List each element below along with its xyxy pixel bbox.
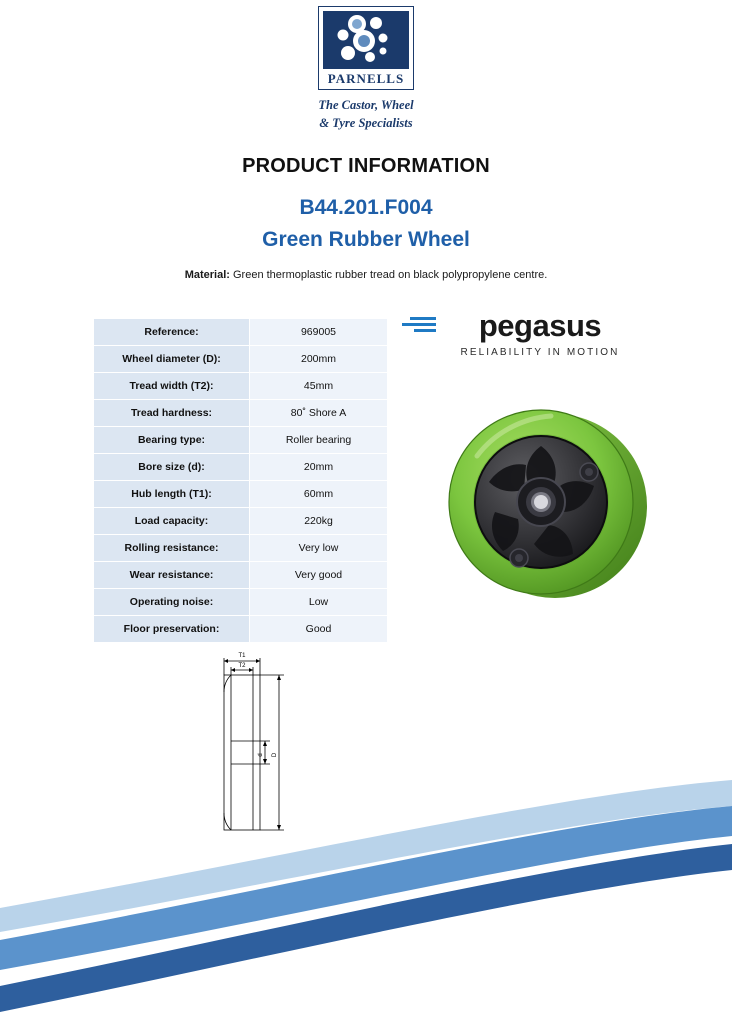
table-row: [94, 400, 388, 427]
spec-label: Tread width (T2):: [94, 373, 250, 400]
logo-tagline-line2: & Tyre Specialists: [319, 116, 413, 131]
spec-value: 969005: [250, 319, 388, 346]
spec-value: 20mm: [250, 454, 388, 481]
pegasus-tagline: RELIABILITY IN MOTION: [460, 347, 620, 358]
table-row: [94, 508, 388, 535]
spec-label: Load capacity:: [94, 508, 250, 535]
spec-value: 200mm: [250, 346, 388, 373]
specification-table: [93, 318, 388, 643]
table-row: [94, 319, 388, 346]
spec-label: Operating noise:: [94, 589, 250, 616]
pegasus-wordmark: pegasus: [478, 308, 602, 343]
spec-value: Roller bearing: [250, 427, 388, 454]
pegasus-bar-3: [414, 329, 436, 332]
table-row: [94, 481, 388, 508]
spec-label: Bore size (d):: [94, 454, 250, 481]
spec-label: Tread hardness:: [94, 400, 250, 427]
material-text: Green thermoplastic rubber tread on black polypropylene centre.: [233, 269, 548, 281]
logo-dots-graphic: [323, 11, 409, 67]
material-label: Material:: [184, 269, 230, 281]
spec-label: Bearing type:: [94, 427, 250, 454]
table-row: [94, 427, 388, 454]
logo-tagline: [0, 96, 732, 132]
specification-table-body: [94, 319, 388, 643]
spec-value: Low: [250, 589, 388, 616]
product-name: Green Rubber Wheel: [262, 228, 470, 251]
spec-label: Floor preservation:: [94, 616, 250, 643]
green-rubber-wheel-photo: [437, 394, 653, 610]
spec-label: Wheel diameter (D):: [94, 346, 250, 373]
spec-value: 60mm: [250, 481, 388, 508]
spec-value: 45mm: [250, 373, 388, 400]
drawing-label-t1: T1: [238, 653, 246, 659]
wheel-dimension-drawing: [200, 648, 320, 854]
pegasus-bar-2: [402, 323, 436, 326]
pegasus-bar-1: [410, 317, 436, 320]
drawing-label-d-small: d: [258, 753, 264, 757]
spec-value: 220kg: [250, 508, 388, 535]
parnells-logo-icon: [318, 6, 414, 90]
spec-value: 80˚ Shore A: [250, 400, 388, 427]
decorative-swoosh: [0, 694, 732, 1024]
spec-value: Very low: [250, 535, 388, 562]
wheel-illustration-icon: [437, 394, 653, 610]
table-row: [94, 373, 388, 400]
table-row: [94, 346, 388, 373]
logo-brand-text: PARNELLS: [327, 71, 405, 86]
table-row: [94, 562, 388, 589]
table-row: [94, 454, 388, 481]
page-title: PRODUCT INFORMATION: [242, 155, 490, 177]
spec-label: Wear resistance:: [94, 562, 250, 589]
table-row: [94, 589, 388, 616]
spec-label: Rolling resistance:: [94, 535, 250, 562]
spec-value: Very good: [250, 562, 388, 589]
material-description: [146, 268, 586, 283]
table-row: [94, 535, 388, 562]
spec-value: Good: [250, 616, 388, 643]
drawing-label-d-large: D: [272, 752, 278, 758]
spec-label: Hub length (T1):: [94, 481, 250, 508]
pegasus-brand-logo: [440, 310, 640, 358]
logo-circles-icon: [323, 11, 409, 69]
logo-tagline-line1: The Castor, Wheel: [318, 98, 414, 112]
company-logo: [0, 6, 732, 132]
dimension-drawing-icon: [200, 648, 320, 854]
table-row: [94, 616, 388, 643]
swoosh-graphic-icon: [0, 694, 732, 1024]
drawing-label-t2: T2: [238, 663, 246, 669]
product-code: B44.201.F004: [299, 196, 433, 219]
pegasus-bars-icon: [402, 317, 436, 335]
spec-label: Reference:: [94, 319, 250, 346]
